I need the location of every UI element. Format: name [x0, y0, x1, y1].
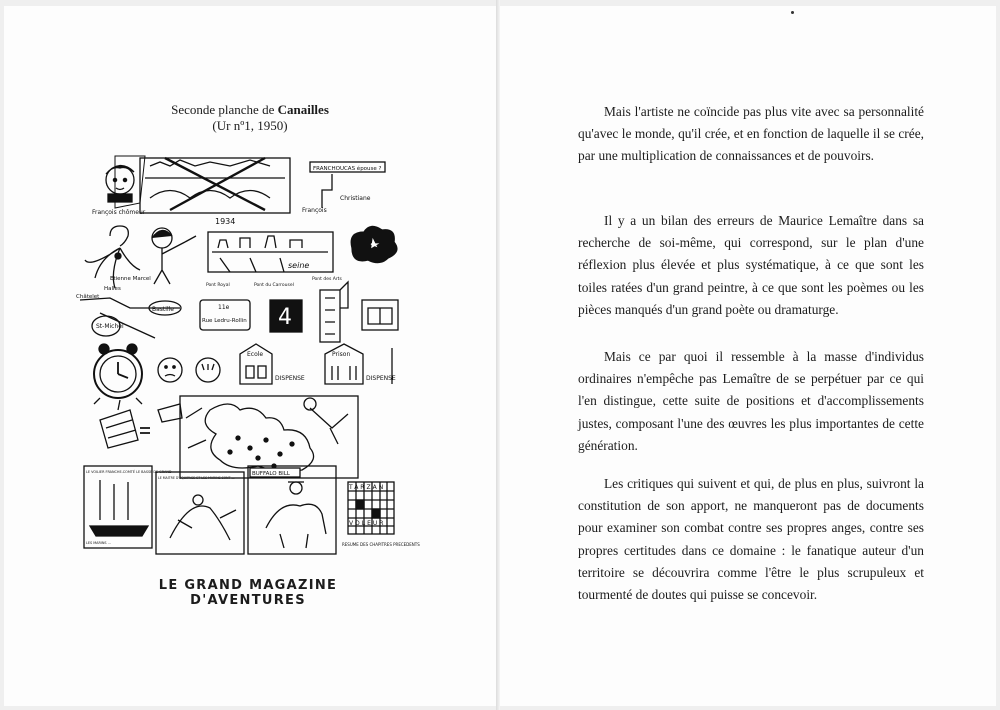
label-panel-text-2: LE MAITRE D'EQUIPAGE ET LES MARINS SONT ... — [158, 476, 235, 480]
label-rue-top: 11e — [218, 304, 230, 311]
label-bastille: Bastille — [152, 306, 174, 313]
magazine-title: LE GRAND MAGAZINE D'AVENTURES — [158, 578, 338, 608]
label-franchoucas: FRANCHOUCAS épouse ? — [313, 166, 382, 172]
label-christiane: Christiane — [340, 195, 371, 202]
pointing-boy-drawing — [152, 228, 196, 284]
label-ecole: Ecole — [247, 351, 264, 358]
ink-speck — [791, 11, 794, 14]
comic-panel-buffalo-bill — [248, 466, 336, 554]
paragraph-3 — [578, 346, 924, 457]
metro-map-drawing — [76, 276, 181, 338]
label-pont-arts: Pont des Arts — [312, 277, 342, 282]
alarm-clock-drawing — [94, 344, 142, 404]
label-dispense-2: DISPENSE — [366, 375, 396, 382]
street-sign-drawing — [200, 300, 250, 330]
portrait-drawing — [92, 156, 146, 216]
caption-prefix: Seconde planche de — [171, 102, 278, 117]
window-drawing — [362, 300, 398, 330]
label-crossword-word-3: VOLEUR — [349, 520, 386, 527]
tower-building-drawing — [320, 282, 348, 342]
caption-bold-title: Canailles — [277, 102, 329, 117]
paragraph-4-text: Les critiques qui suivent et qui, de plus en plus, suivront la constitution de son apport, ne manqueront pas de documents pour examiner son combat contre ses propres anges, contre ses propres certitudes dans ce domaine : le fanatique auteur d'un territoire se découvrira comme l'être le plus scrupuleux et tourmenté de doutes qui puisse se concevoir. — [578, 476, 924, 603]
prison-building-drawing — [325, 344, 396, 384]
label-etienne-marcel: Etienne Marcel — [110, 276, 151, 282]
paragraph-1-text: Mais l'artiste ne coïncide pas plus vite avec sa personnalité qu'avec le monde, qu'il crée, et en fonction de laquelle il se crée, par une multiplication de connaissances et de pouvoirs. — [578, 104, 924, 164]
plate-caption — [130, 102, 370, 118]
black-cloud-drawing — [351, 226, 397, 262]
label-number-four: 4 — [278, 305, 292, 330]
ecole-building-drawing — [240, 344, 305, 384]
label-francois-chomeur: François chômeur — [92, 209, 146, 216]
paragraph-2-text: Il y a un bilan des erreurs de Maurice Lemaître dans sa recherche de soi-même, qui correspond, sur le plan d'une réflexion plus élevée et plus systématique, à ce que sont les toiles ratées d'un grand peintre, à ce que sont les poèmes ou les pièces manqués d'un grand poète ou dramaturge. — [578, 213, 924, 317]
label-st-michel: St-Michel — [96, 323, 124, 330]
paragraph-4 — [578, 473, 924, 606]
cover-label-drawing — [302, 162, 385, 214]
label-buffalo-bill: BUFFALO BILL — [252, 471, 290, 477]
label-seine: seine — [288, 261, 310, 270]
label-1934: 1934 — [215, 217, 236, 226]
label-panel-text-3: LES MARINS ... — [86, 541, 111, 545]
plate-caption-subtitle: (Ur nº1, 1950) — [212, 118, 288, 133]
comic-panel-sailors — [156, 472, 244, 554]
label-pont-carrousel: Pont du Carrousel — [254, 283, 294, 288]
small-faces-drawing — [158, 358, 220, 382]
label-halles: Halles — [104, 286, 121, 292]
label-prison: Prison — [332, 351, 351, 358]
label-crossword-word-1: TARZAN — [349, 484, 386, 491]
seine-panorama-drawing — [206, 232, 342, 288]
number-four-box — [270, 300, 302, 332]
paragraph-2 — [578, 210, 924, 321]
label-rue-name: Rue Ledru-Rollin — [202, 318, 247, 324]
paragraph-1 — [578, 101, 924, 168]
canailles-plate-illustration — [70, 148, 420, 573]
label-chatelet: Châtelet — [76, 294, 100, 300]
label-francois: François — [302, 207, 327, 214]
label-panel-text-1: LE VOILIER FRANCHE-COMTÉ LE BASSE DE GRAND — [86, 470, 172, 474]
paragraph-3-text: Mais ce par quoi il ressemble à la masse d'individus ordinaires n'empêche pas Lemaître de se perpétuer par ce qui l'en distingue, cette suite de positions et d'accomplissements justes, composant l'une des œuvres les plus importantes de cette génération. — [578, 349, 924, 453]
basket-drawing — [100, 400, 182, 448]
bridge-drawing — [140, 158, 290, 226]
label-dispense-1: DISPENSE — [275, 375, 305, 382]
label-resume: RESUME DES CHAPITRES PRECEDENTS — [342, 542, 420, 547]
label-pont-royal: Pont Royal — [206, 283, 230, 288]
